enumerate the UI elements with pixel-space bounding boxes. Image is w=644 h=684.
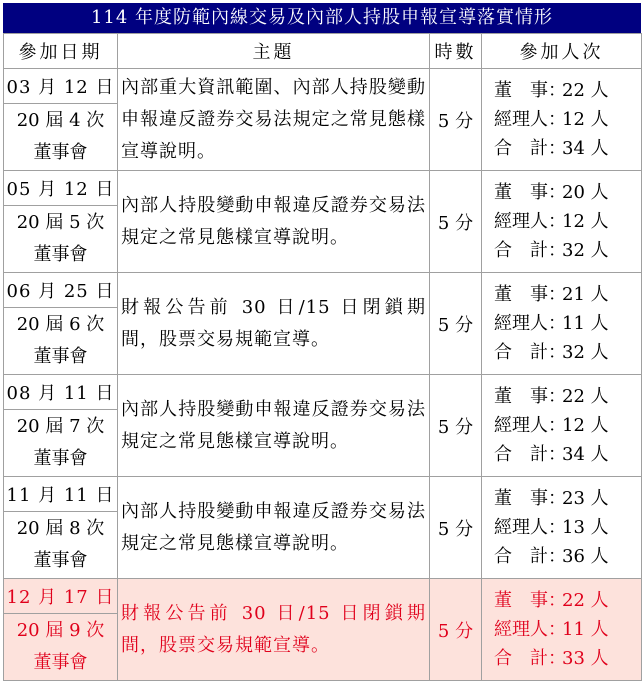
row-date: 08 月 11 日 (4, 375, 118, 410)
manager-label: 經理人： (494, 517, 566, 538)
table-title: 114 年度防範內線交易及內部人持股申報宣導落實情形 (3, 3, 641, 33)
director-count: 23 人 (562, 488, 609, 509)
training-table (3, 33, 642, 681)
total-count: 34 人 (562, 138, 609, 159)
header-attendees: 參加人次 (482, 34, 642, 69)
director-count: 21 人 (562, 284, 609, 305)
meeting-body: 董事會 (33, 652, 88, 673)
table-row (4, 375, 642, 410)
row-topic: 內部重大資訊範圍、內部人持股變動申報違反證券交易法規定之常見態樣宣導說明。 (118, 69, 430, 171)
director-label: 董 事： (494, 284, 566, 305)
total-count: 32 人 (562, 342, 609, 363)
director-label: 董 事： (494, 182, 566, 203)
director-label: 董 事： (494, 386, 566, 407)
meeting-body: 董事會 (33, 448, 88, 469)
director-label: 董 事： (494, 80, 566, 101)
director-count: 20 人 (562, 182, 609, 203)
row-hours: 5 分 (430, 375, 482, 477)
meeting-session: 20 屆 5 次 (16, 212, 105, 233)
director-count: 22 人 (562, 590, 609, 611)
manager-count: 13 人 (562, 517, 609, 538)
director-count: 22 人 (562, 386, 609, 407)
row-hours: 5 分 (430, 477, 482, 579)
total-label: 合 計： (494, 648, 566, 669)
row-meeting (4, 512, 118, 579)
row-hours: 5 分 (430, 579, 482, 681)
row-attendees (482, 273, 642, 375)
director-label: 董 事： (494, 590, 566, 611)
row-attendees (482, 477, 642, 579)
total-label: 合 計： (494, 342, 566, 363)
total-count: 34 人 (562, 444, 609, 465)
report-container (3, 3, 641, 681)
manager-count: 12 人 (562, 415, 609, 436)
row-meeting (4, 206, 118, 273)
row-hours: 5 分 (430, 171, 482, 273)
meeting-session: 20 屆 9 次 (16, 620, 105, 641)
row-attendees (482, 69, 642, 171)
row-topic: 內部人持股變動申報違反證券交易法規定之常見態樣宣導說明。 (118, 477, 430, 579)
row-meeting (4, 614, 118, 681)
table-row (4, 477, 642, 512)
total-label: 合 計： (494, 444, 566, 465)
director-count: 22 人 (562, 80, 609, 101)
row-topic: 內部人持股變動申報違反證券交易法規定之常見態樣宣導說明。 (118, 375, 430, 477)
manager-count: 12 人 (562, 211, 609, 232)
total-label: 合 計： (494, 546, 566, 567)
total-label: 合 計： (494, 138, 566, 159)
director-label: 董 事： (494, 488, 566, 509)
row-meeting (4, 410, 118, 477)
row-topic: 內部人持股變動申報違反證券交易法規定之常見態樣宣導說明。 (118, 171, 430, 273)
manager-count: 11 人 (562, 619, 609, 640)
row-date: 05 月 12 日 (4, 171, 118, 206)
meeting-session: 20 屆 4 次 (16, 110, 105, 131)
meeting-body: 董事會 (33, 346, 88, 367)
table-row (4, 273, 642, 308)
row-hours: 5 分 (430, 273, 482, 375)
meeting-session: 20 屆 6 次 (16, 314, 105, 335)
meeting-body: 董事會 (33, 244, 88, 265)
meeting-session: 20 屆 8 次 (16, 518, 105, 539)
table-row-highlighted (4, 579, 642, 614)
row-meeting (4, 104, 118, 171)
header-row (4, 34, 642, 69)
row-topic: 財報公告前 30 日/15 日閉鎖期間，股票交易規範宣導。 (118, 273, 430, 375)
total-count: 33 人 (562, 648, 609, 669)
manager-label: 經理人： (494, 109, 566, 130)
row-date: 06 月 25 日 (4, 273, 118, 308)
row-topic: 財報公告前 30 日/15 日閉鎖期間，股票交易規範宣導。 (118, 579, 430, 681)
total-label: 合 計： (494, 240, 566, 261)
manager-count: 11 人 (562, 313, 609, 334)
manager-label: 經理人： (494, 211, 566, 232)
header-date: 參加日期 (4, 34, 118, 69)
row-attendees (482, 579, 642, 681)
meeting-body: 董事會 (33, 550, 88, 571)
total-count: 32 人 (562, 240, 609, 261)
meeting-body: 董事會 (33, 142, 88, 163)
row-date: 03 月 12 日 (4, 69, 118, 104)
total-count: 36 人 (562, 546, 609, 567)
table-row (4, 69, 642, 104)
manager-label: 經理人： (494, 415, 566, 436)
header-topic: 主題 (118, 34, 430, 69)
meeting-session: 20 屆 7 次 (16, 416, 105, 437)
row-hours: 5 分 (430, 69, 482, 171)
row-date: 11 月 11 日 (4, 477, 118, 512)
manager-count: 12 人 (562, 109, 609, 130)
table-row (4, 171, 642, 206)
row-attendees (482, 375, 642, 477)
manager-label: 經理人： (494, 313, 566, 334)
row-date: 12 月 17 日 (4, 579, 118, 614)
manager-label: 經理人： (494, 619, 566, 640)
header-hours: 時數 (430, 34, 482, 69)
row-attendees (482, 171, 642, 273)
row-meeting (4, 308, 118, 375)
